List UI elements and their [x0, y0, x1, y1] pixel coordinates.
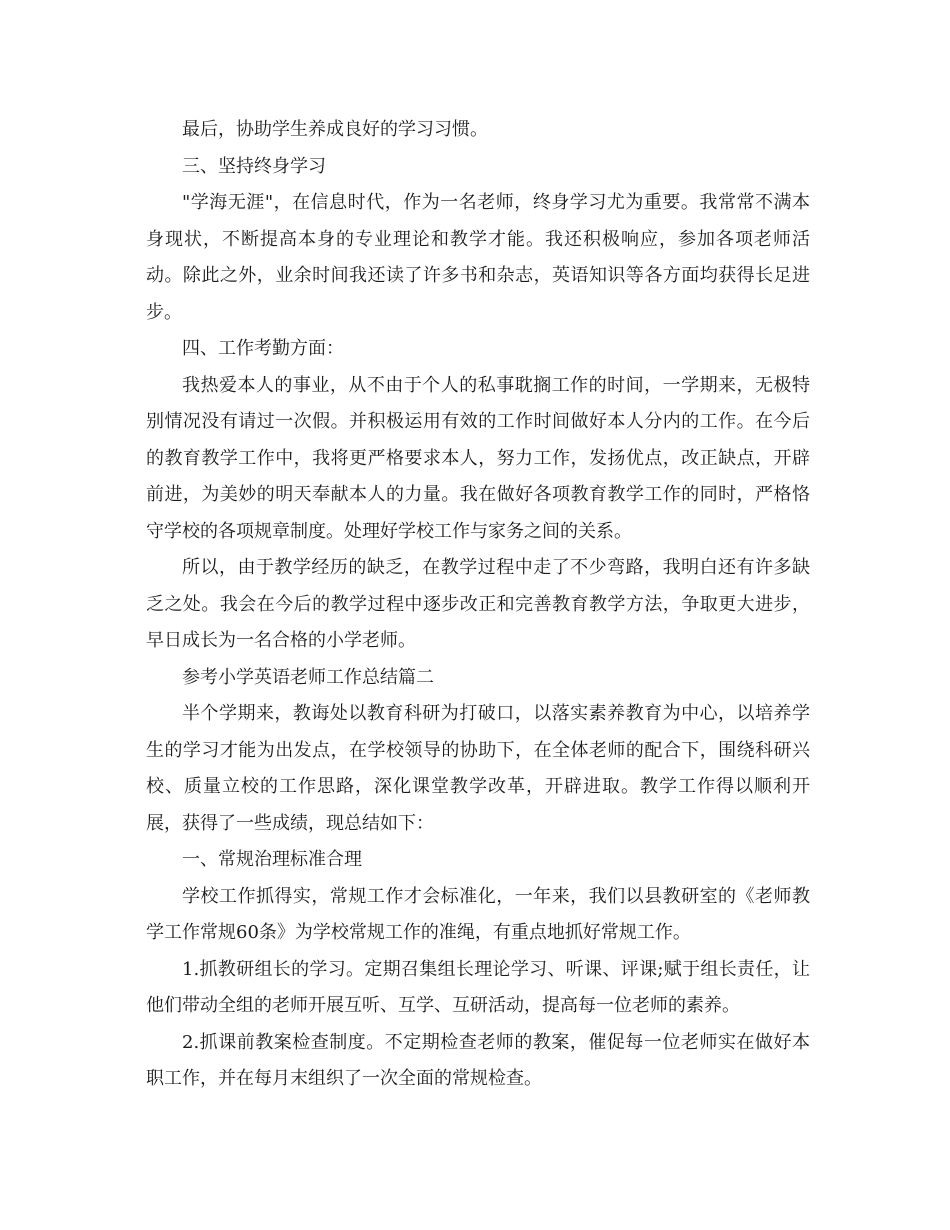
paragraph-lifelong-learning: "学海无涯"，在信息时代，作为一名老师，终身学习尤为重要。我常常不满本身现状，不断提高本身的专业理论和教学才能。我还积极响应，参加各项老师活动。除此之外，业余时间我还读了许多书和杂志，英语知识等各方面均获得长足进步。 [146, 192, 810, 323]
heading-attendance: 四、工作考勤方面： [182, 338, 344, 359]
heading-lifelong-learning: 三、坚持终身学习 [182, 155, 326, 177]
section-title-part-two: 参考小学英语老师工作总结篇二 [182, 666, 434, 688]
list-item-group-leaders: 1.抓教研组长的学习。定期召集组长理论学习、听课、评课;赋于组长责任，让他们带动全组的老师开展互听、互学、互研活动，提高每一位老师的素养。 [146, 958, 810, 1016]
paragraph-semester-intro: 半个学期来，教诲处以教育科研为打破口，以落实素养教育为中心，以培养学生的学习才能为出发点，在学校领导的协助下，在全体老师的配合下，围绕科研兴校、质量立校的工作思路，深化课堂教学改革，开辟进取。教学工作得以顺利开展，获得了一些成绩，现总结如下： [146, 703, 810, 834]
paragraph-attendance: 我热爱本人的事业，从不由于个人的私事耽搁工作的时间，一学期来，无极特别情况没有请过一次假。并积极运用有效的工作时间做好本人分内的工作。在今后的教育教学工作中，我将更严格要求本人，努力工作，发扬优点，改正缺点，开辟前进，为美妙的明天奉献本人的力量。我在做好各项教育教学工作的同时，严格恪守学校的各项规章制度。处理好学校工作与家务之间的关系。 [146, 374, 810, 542]
paragraph-routine-work: 学校工作抓得实，常规工作才会标准化，一年来，我们以县教研室的《老师教学工作常规60条》为学校常规工作的准绳，有重点地抓好常规工作。 [146, 885, 810, 943]
heading-routine-management: 一、常规治理标准合理 [182, 849, 362, 870]
document-body [146, 112, 810, 1098]
paragraph-closing-habit: 最后，协助学生养成良好的学习习惯。 [182, 119, 488, 140]
paragraph-conclusion: 所以，由于教学经历的缺乏，在教学过程中走了不少弯路，我明白还有许多缺乏之处。我会在今后的教学过程中逐步改正和完善教育教学方法，争取更大进步，早日成长为一名合格的小学老师。 [146, 557, 810, 651]
list-item-lesson-plan-check: 2.抓课前教案检查制度。不定期检查老师的教案，催促每一位老师实在做好本职工作，并在每月末组织了一次全面的常规检查。 [146, 1031, 810, 1089]
